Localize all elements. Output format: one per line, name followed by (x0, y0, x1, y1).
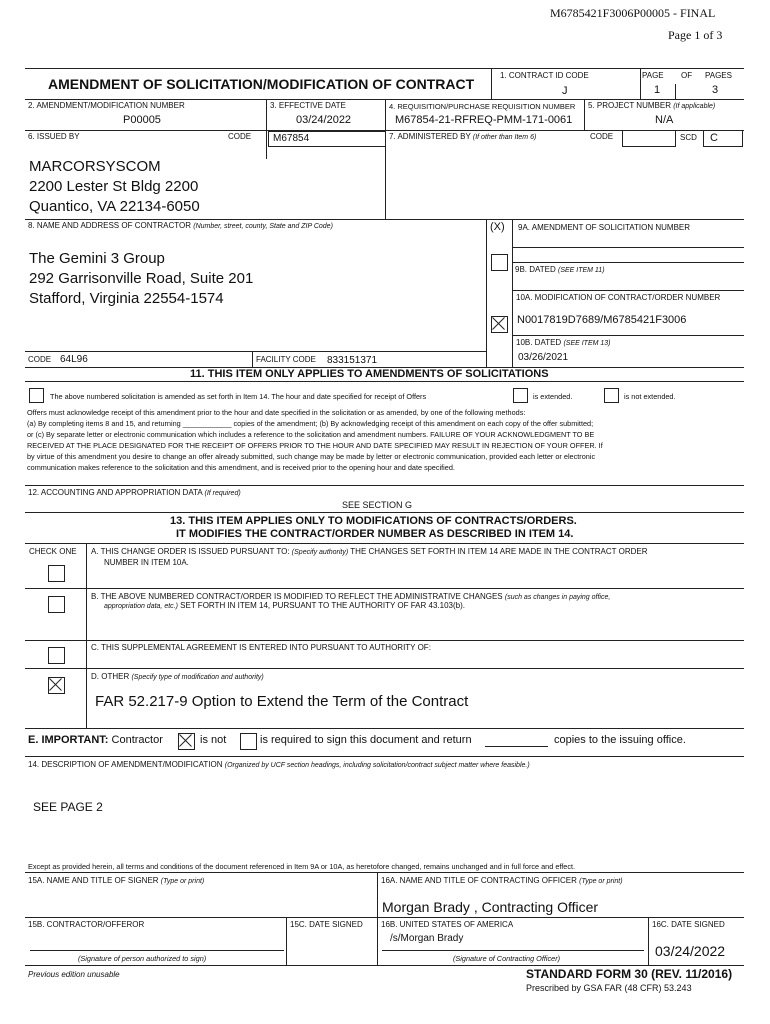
administered-by-code-box (622, 130, 676, 147)
prescribed-label: Prescribed by GSA FAR (48 CFR) 53.243 (526, 983, 692, 993)
officer-label: 16A. NAME AND TITLE OF CONTRACTING OFFICER (Type or print) (381, 876, 623, 885)
usa-label: 16B. UNITED STATES OF AMERICA (381, 920, 514, 929)
option-a-checkbox[interactable] (48, 565, 65, 582)
solicitation-amended-checkbox[interactable] (29, 388, 44, 403)
is-not-label: is not (200, 734, 227, 746)
item11-line1: The above numbered solicitation is amended as set forth in Item 14. The hour and date specified for receipt of Offers (50, 392, 427, 401)
issued-by-label: 6. ISSUED BY (28, 132, 80, 141)
dated-10b: 03/26/2021 (518, 352, 569, 363)
requisition-label: 4. REQUISITION/PURCHASE REQUISITION NUMBER (389, 102, 576, 111)
option-c-label: C. THIS SUPPLEMENTAL AGREEMENT IS ENTERED INTO PURSUANT TO AUTHORITY OF: (91, 643, 431, 652)
mod-contract-number: N0017819D7689/M6785421F3006 (517, 314, 687, 326)
date-signed-16c: 03/24/2022 (655, 943, 726, 959)
issuer-address: MARCORSYSCOM 2200 Lester St Bldg 2200 Quantico, VA 22134-6050 (29, 158, 200, 215)
option-b-line2: appropriation data, etc.) SET FORTH IN ITEM 14, PURSUANT TO THE AUTHORITY OF FAR 43.103(b). (104, 601, 465, 610)
signature-person-caption: (Signature of person authorized to sign) (78, 954, 207, 963)
effective-date-label: 3. EFFECTIVE DATE (270, 101, 346, 110)
option-a-line1: A. THIS CHANGE ORDER IS ISSUED PURSUANT TO: (Specify authority) THE CHANGES SET FORTH IN ITEM 14 ARE MADE IN THE CONTRACT ORDER (91, 547, 648, 556)
previous-edition-note: Previous edition unusable (28, 970, 120, 979)
check-one-label: CHECK ONE (29, 547, 77, 556)
project-number: N/A (655, 114, 674, 126)
issued-by-code: M67854 (273, 133, 310, 144)
standard-form-label: STANDARD FORM 30 (REV. 11/2016) (526, 967, 733, 981)
x-column-header: (X) (490, 221, 505, 233)
of-label: OF (681, 71, 693, 80)
is-not-extended-label: is not extended. (624, 392, 676, 401)
project-number-label: 5. PROJECT NUMBER (If applicable) (588, 101, 716, 110)
scd-box (703, 130, 743, 147)
facility-code-label: FACILITY CODE (256, 355, 316, 364)
item11-title: 11. THIS ITEM ONLY APPLIES TO AMENDMENTS OF SOLICITATIONS (190, 368, 549, 380)
option-d-value: FAR 52.217-9 Option to Extend the Term of the Contract (95, 693, 469, 710)
officer-signature: /s/Morgan Brady (390, 933, 464, 944)
total-pages: 3 (712, 84, 719, 96)
option-b-checkbox[interactable] (48, 596, 65, 613)
is-not-extended-checkbox[interactable] (604, 388, 619, 403)
effective-date: 03/24/2022 (296, 114, 352, 126)
date-signed-15c-label: 15C. DATE SIGNED (290, 920, 363, 929)
mod-contract-checkbox[interactable] (491, 316, 508, 333)
amendment-number: P00005 (123, 114, 161, 126)
option-a-line2: NUMBER IN ITEM 10A. (104, 558, 189, 567)
except-text: Except as provided herein, all terms and conditions of the document referenced in Item 9A or 10A, as heretofore changed, remains unchanged and in full force and effect. (28, 862, 576, 871)
contract-id-code: J (562, 85, 568, 97)
administered-by-label: 7. ADMINISTERED BY (If other than Item 6) (389, 132, 537, 141)
signature-officer-caption: (Signature of Contracting Officer) (453, 954, 561, 963)
copies-issuing-label: copies to the issuing office. (554, 734, 686, 746)
amendment-number-label: 2. AMENDMENT/MODIFICATION NUMBER (28, 101, 185, 110)
is-extended-label: is extended. (533, 392, 573, 401)
important-row: E. IMPORTANT: Contractor (28, 734, 163, 746)
item13-title-1: 13. THIS ITEM APPLIES ONLY TO MODIFICATIONS OF CONTRACTS/ORDERS. (170, 515, 577, 527)
is-required-label: is required to sign this document and return (260, 734, 472, 746)
document-id: M6785421F3006P00005 - FINAL (550, 6, 716, 20)
is-not-required-checkbox[interactable] (178, 733, 195, 750)
signer-label: 15A. NAME AND TITLE OF SIGNER (Type or print) (28, 876, 205, 885)
page-label: PAGE (642, 71, 664, 80)
mod-contract-label: 10A. MODIFICATION OF CONTRACT/ORDER NUMBER (516, 293, 721, 302)
issued-by-code-label: CODE (228, 132, 252, 141)
item13-title-2: IT MODIFIES THE CONTRACT/ORDER NUMBER AS DESCRIBED IN ITEM 14. (176, 528, 574, 540)
contractor-code: 64L96 (60, 354, 88, 365)
contract-id-code-label: 1. CONTRACT ID CODE (500, 71, 589, 80)
dated-10b-label: 10B. DATED (SEE ITEM 13) (516, 338, 611, 347)
option-b-line1: B. THE ABOVE NUMBERED CONTRACT/ORDER IS MODIFIED TO REFLECT THE ADMINISTRATIVE CHANGES (such as changes in paying office, (91, 592, 611, 601)
option-c-checkbox[interactable] (48, 647, 65, 664)
page-number: 1 (654, 84, 661, 96)
amend-solicitation-label: 9A. AMENDMENT OF SOLICITATION NUMBER (518, 223, 691, 232)
scd-value: C (710, 132, 718, 144)
description-value: SEE PAGE 2 (33, 800, 103, 814)
date-signed-16c-label: 16C. DATE SIGNED (652, 920, 725, 929)
scd-label: SCD (680, 133, 697, 142)
page-info: Page 1 of 3 (668, 28, 723, 42)
amend-solicitation-checkbox[interactable] (491, 254, 508, 271)
is-extended-checkbox[interactable] (513, 388, 528, 403)
requisition-number: M67854-21-RFREQ-PMM-171-0061 (395, 114, 573, 126)
officer-name: Morgan Brady , Contracting Officer (382, 899, 599, 915)
is-required-checkbox[interactable] (240, 733, 257, 750)
accounting-label: 12. ACCOUNTING AND APPROPRIATION DATA (If required) (28, 488, 241, 497)
contractor-offeror-label: 15B. CONTRACTOR/OFFEROR (28, 920, 145, 929)
description-label: 14. DESCRIPTION OF AMENDMENT/MODIFICATION (Organized by UCF section headings, including solicitation/contract subject matter where feasible.) (28, 760, 530, 769)
contractor-address: The Gemini 3 Group 292 Garrisonville Road, Suite 201 Stafford, Virginia 22554-1574 (29, 250, 254, 307)
administered-by-code-label: CODE (590, 132, 614, 141)
facility-code: 833151371 (327, 355, 378, 366)
dated-9b-label: 9B. DATED (SEE ITEM 11) (515, 265, 605, 274)
accounting-value: SEE SECTION G (342, 500, 413, 510)
form-title: AMENDMENT OF SOLICITATION/MODIFICATION OF CONTRACT (48, 76, 475, 92)
pages-label: PAGES (705, 71, 732, 80)
option-d-checkbox[interactable] (48, 677, 65, 694)
option-d-label: D. OTHER (Specify type of modification and authority) (91, 672, 264, 681)
contractor-label: 8. NAME AND ADDRESS OF CONTRACTOR (Number, street, county, State and ZIP Code) (28, 221, 333, 230)
item11-paragraph: Offers must acknowledge receipt of this amendment prior to the hour and date specified in the solicitation or as amended, by one of the following methods: (a) By completing items 8 and 15, and returning ____________ copies of the amendment; (b) By acknowledging receipt of this amendment on each copy of the offer submitted; or (c) By separate letter or electronic communication which includes a reference to the solicitation and amendment numbers. FAILURE OF YOUR ACKNOWLEDGMENT TO BE RECEIVED AT THE PLACE DESIGNATED FOR THE RECEIPT OF OFFERS PRIOR TO THE HOUR AND DATE SPECIFIED MAY RESULT IN REJECTION OF YOUR OFFER. If by virtue of this amendment you desire to change an offer already submitted, such change may be made by letter or electronic communication, provided each letter or electronic communication makes reference to the solicitation and this amendment, and is received prior to the opening hour and date specified. (27, 408, 603, 472)
contractor-code-label: CODE (28, 355, 52, 364)
copies-count-blank[interactable] (485, 746, 548, 747)
